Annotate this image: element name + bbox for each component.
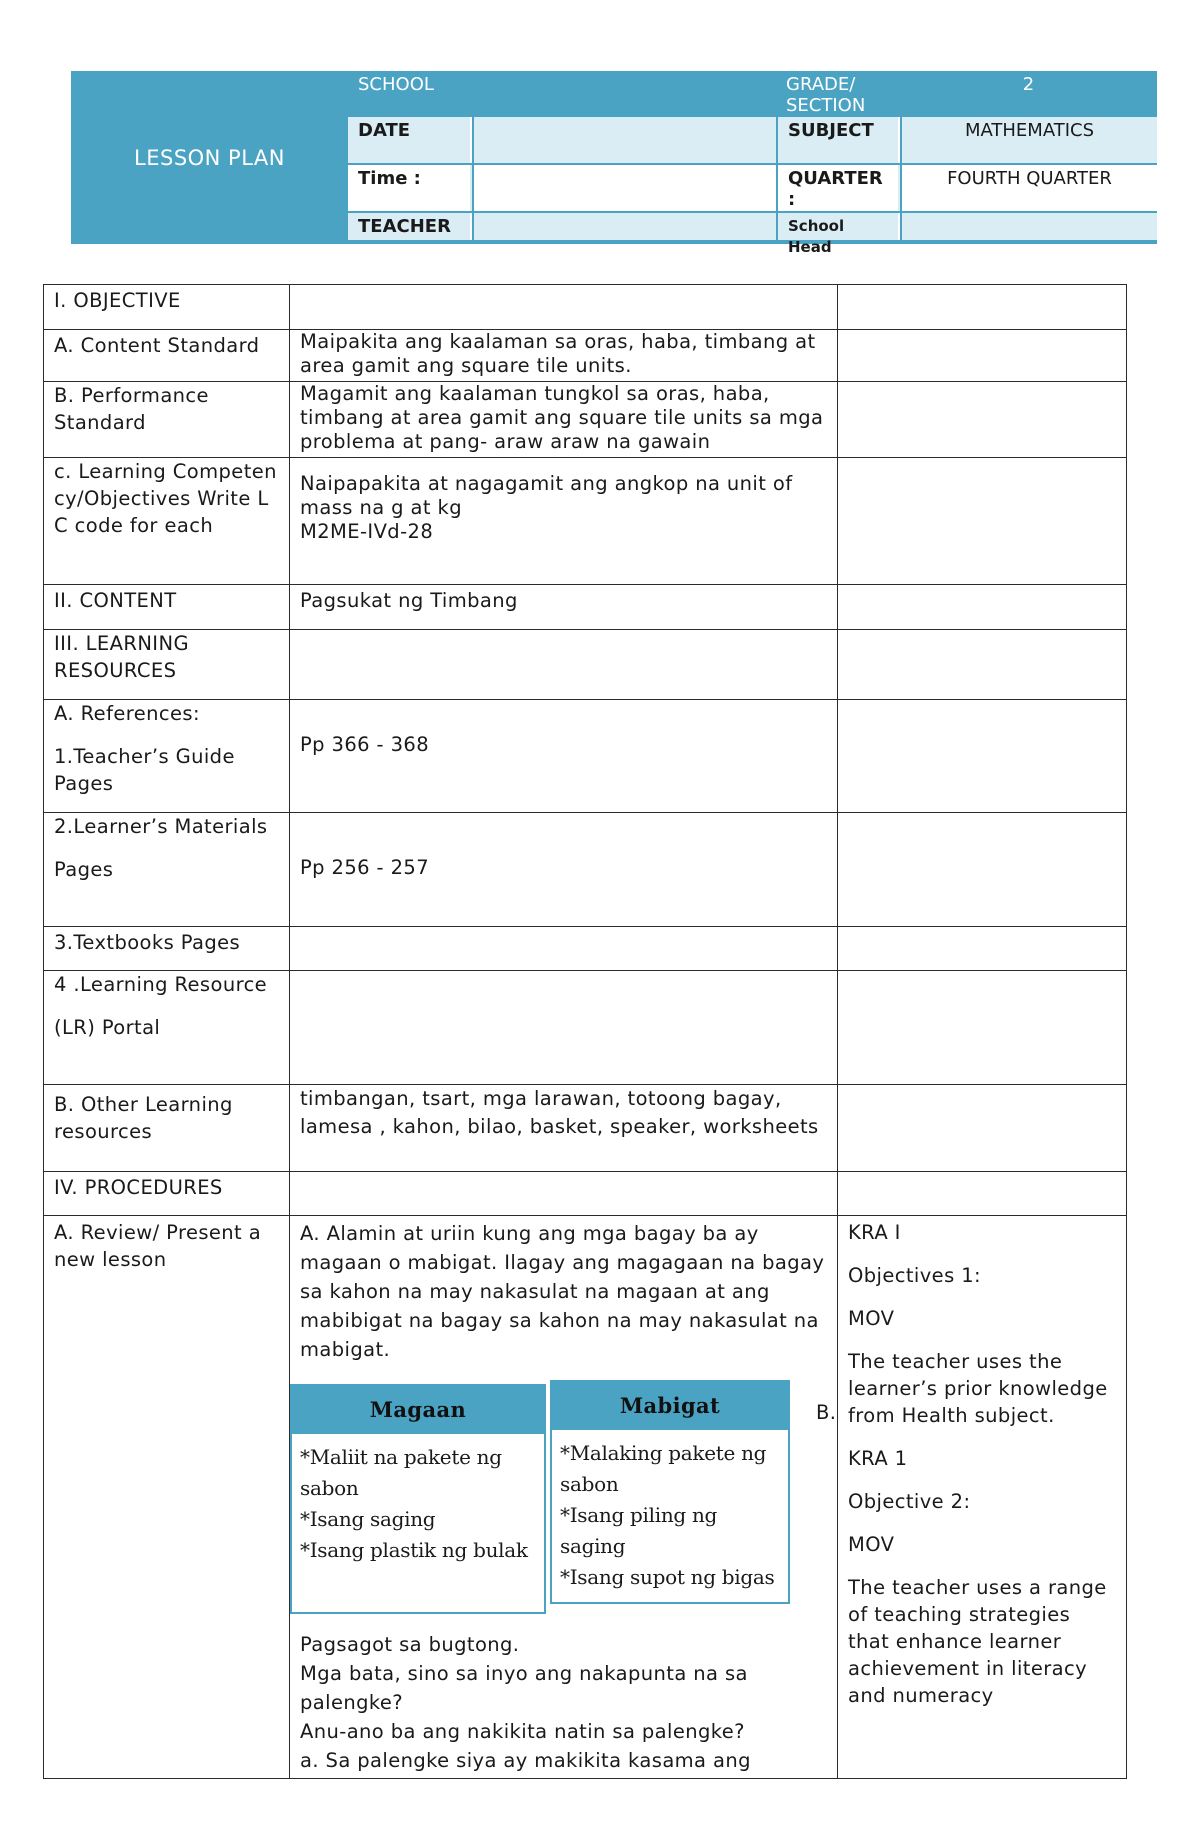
textbooks-label: 3.Textbooks Pages bbox=[44, 927, 290, 971]
competency-value: Naipapakita at nagagamit ang angkop na unit of mass na g at kg bbox=[300, 472, 793, 519]
learners-materials-label: 2.Learner’s Materials bbox=[54, 815, 268, 838]
riddle-line: Pagsagot sa bugtong. bbox=[300, 1633, 520, 1656]
objective-1-label: Objectives 1: bbox=[848, 1264, 981, 1287]
teacher-label: TEACHER bbox=[348, 213, 472, 240]
table-row bbox=[44, 630, 1127, 700]
lesson-plan-header bbox=[71, 71, 1157, 256]
table-row bbox=[44, 1085, 1127, 1172]
time-label: Time : bbox=[348, 165, 472, 211]
objective-2-label: Objective 2: bbox=[848, 1490, 971, 1513]
date-value[interactable] bbox=[474, 117, 776, 163]
other-resources-label: B. Other Learning resources bbox=[44, 1085, 290, 1172]
sorting-boxes bbox=[290, 1384, 837, 1624]
table-row bbox=[44, 1216, 1127, 1779]
review-instruction: A. Alamin at uriin kung ang mga bagay ba ay magaan o mabigat. Ilagay ang magagaan na bagay sa kahon na may nakasulat na magaan at ang mabibigat na bagay sa kahon na may nakasulat na mabigat. bbox=[300, 1222, 825, 1361]
learners-materials-pages: Pages bbox=[54, 858, 114, 881]
review-label: A. Review/ Present a new lesson bbox=[44, 1216, 290, 1779]
table-row bbox=[44, 458, 1127, 585]
box-magaan bbox=[290, 1384, 546, 1614]
teachers-guide-label: 1.Teacher’s Guide Pages bbox=[54, 745, 235, 795]
table-row bbox=[44, 927, 1127, 971]
performance-standard-value: Magamit ang kaalaman tungkol sa oras, haba, timbang at area gamit ang square tile units sa mga problema at pang- araw araw na gawain bbox=[290, 382, 838, 458]
competency-code: M2ME-IVd-28 bbox=[300, 520, 434, 543]
box-mabigat bbox=[550, 1380, 790, 1604]
school-head-value[interactable] bbox=[902, 213, 1157, 240]
table-row bbox=[44, 382, 1127, 458]
references-label: A. References: bbox=[54, 702, 200, 725]
learning-resource-label: 4 .Learning Resource bbox=[54, 973, 268, 996]
table-row bbox=[44, 585, 1127, 630]
learners-materials-value: Pp 256 - 257 bbox=[290, 813, 838, 927]
lesson-plan-title: LESSON PLAN bbox=[134, 145, 285, 170]
list-item: *Isang plastik ng bulak bbox=[300, 1538, 528, 1562]
remark-text: The teacher uses a range of teaching strategies that enhance learner achievement in literacy and numeracy bbox=[848, 1576, 1107, 1707]
date-label: DATE bbox=[348, 117, 472, 163]
riddle-line: Anu-ano ba ang nakikita natin sa palengke? bbox=[300, 1720, 745, 1743]
content-label: II. CONTENT bbox=[44, 585, 290, 630]
grade-section-label: GRADE/ SECTION bbox=[786, 74, 866, 116]
content-standard-label: A. Content Standard bbox=[44, 330, 290, 382]
quarter-value: FOURTH QUARTER bbox=[902, 165, 1157, 211]
mov-label: MOV bbox=[848, 1307, 895, 1330]
quarter-label: QUARTER : bbox=[778, 165, 900, 211]
box-mabigat-title: Mabigat bbox=[552, 1382, 788, 1430]
table-row bbox=[44, 813, 1127, 927]
school-head-label: School Head bbox=[778, 213, 900, 240]
competency-label: c. Learning Competency/Objectives Write LC code for each bbox=[44, 458, 290, 585]
table-row bbox=[44, 1172, 1127, 1216]
subject-label: SUBJECT bbox=[778, 117, 900, 163]
learning-resources-label: III. LEARNING RESOURCES bbox=[44, 630, 290, 700]
grade-value: 2 bbox=[1022, 74, 1035, 95]
list-item: *Maliit na pakete ng sabon bbox=[300, 1445, 502, 1500]
school-label: SCHOOL bbox=[358, 74, 434, 95]
part-b-label: B. bbox=[816, 1401, 837, 1424]
kra-label: KRA 1 bbox=[848, 1447, 908, 1470]
content-value: Pagsukat ng Timbang bbox=[290, 585, 838, 630]
kra-label: KRA I bbox=[848, 1221, 901, 1244]
table-row bbox=[44, 700, 1127, 813]
table-row bbox=[44, 285, 1127, 330]
table-row bbox=[44, 971, 1127, 1085]
time-value[interactable] bbox=[474, 165, 776, 211]
teachers-guide-value: Pp 366 - 368 bbox=[290, 700, 838, 813]
performance-standard-label: B. Performance Standard bbox=[44, 382, 290, 458]
list-item: *Isang supot ng bigas bbox=[560, 1565, 775, 1589]
mov-label: MOV bbox=[848, 1533, 895, 1556]
list-item: *Isang saging bbox=[300, 1507, 436, 1531]
list-item: *Malaking pakete ng sabon bbox=[560, 1441, 767, 1496]
remark-text: The teacher uses the learner’s prior knowledge from Health subject. bbox=[848, 1350, 1108, 1427]
table-row bbox=[44, 330, 1127, 382]
box-magaan-title: Magaan bbox=[292, 1386, 544, 1434]
list-item: *Isang piling ng saging bbox=[560, 1503, 718, 1558]
procedures-label: IV. PROCEDURES bbox=[44, 1172, 290, 1216]
riddle-line: a. Sa palengke siya ay makikita kasama ang bbox=[300, 1749, 751, 1772]
objective-label: I. OBJECTIVE bbox=[44, 285, 290, 330]
riddle-line: Mga bata, sino sa inyo ang nakapunta na sa palengke? bbox=[300, 1662, 748, 1714]
content-standard-value: Maipakita ang kaalaman sa oras, haba, timbang at area gamit ang square tile units. bbox=[290, 330, 838, 382]
lesson-plan-table bbox=[43, 284, 1127, 1779]
teacher-value[interactable] bbox=[474, 213, 776, 240]
subject-value: MATHEMATICS bbox=[902, 117, 1157, 163]
other-resources-value: timbangan, tsart, mga larawan, totoong bagay, lamesa , kahon, bilao, basket, speaker, worksheets bbox=[290, 1085, 838, 1172]
lr-portal-label: (LR) Portal bbox=[54, 1016, 161, 1039]
